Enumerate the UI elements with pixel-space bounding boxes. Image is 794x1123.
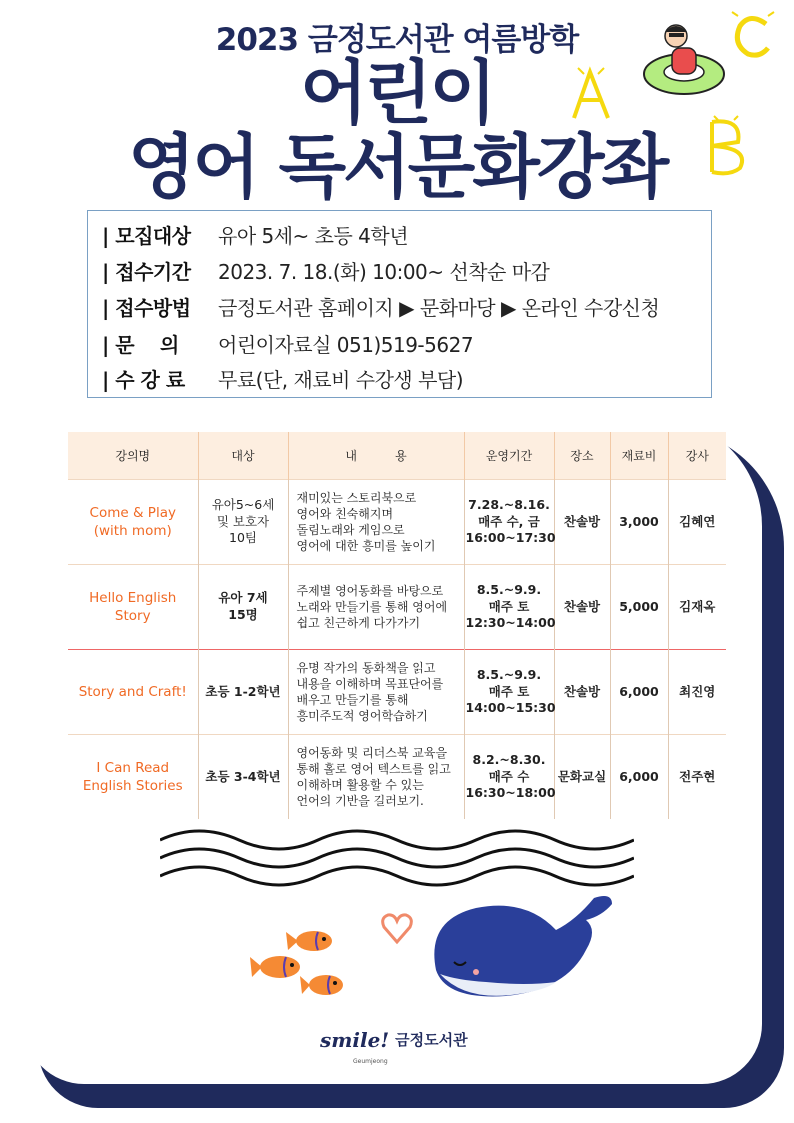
course-place: 찬솔방 <box>554 650 610 735</box>
course-name: I Can Read English Stories <box>68 735 198 820</box>
table-row <box>68 735 726 820</box>
whale-illustration <box>426 890 616 1006</box>
course-place: 찬솔방 <box>554 480 610 565</box>
info-value: 유아 5세~ 초등 4학년 <box>218 223 409 248</box>
title-line-1: 어린이 <box>300 52 494 134</box>
course-content: 재미있는 스토리북으로 영어와 친숙해지며 돌림노래와 게임으로 영어에 대한 흥미를 높이기 <box>288 480 464 565</box>
course-period: 8.5.~9.9. 매주 토 14:00~15:30 <box>464 650 554 735</box>
course-content: 영어동화 및 리더스북 교육을 통해 홀로 영어 텍스트를 읽고 이해하며 활용할 수 있는 언어의 기반을 길러보기. <box>288 735 464 820</box>
course-name: Hello English Story <box>68 565 198 650</box>
table-row <box>68 480 726 565</box>
logo-small-text: Geumjeong <box>353 1058 388 1065</box>
heart-icon <box>380 912 414 946</box>
library-name: 금정도서관 <box>395 1031 468 1049</box>
header-period: 운영기간 <box>464 432 554 480</box>
header-teacher: 강사 <box>668 432 726 480</box>
info-value: 금정도서관 홈페이지 ▶ 문화마당 ▶ 온라인 수강신청 <box>218 295 660 320</box>
course-teacher: 최진영 <box>668 650 726 735</box>
info-label: | 모집대상 <box>102 223 191 248</box>
wave-lines-icon <box>160 826 634 890</box>
fish-icon <box>300 972 346 998</box>
course-period: 7.28.~8.16. 매주 수, 금 16:00~17:30 <box>464 480 554 565</box>
info-row-target <box>102 219 408 249</box>
logo-script: smile! <box>320 1028 390 1052</box>
letter-a-icon <box>566 64 618 122</box>
course-period: 8.5.~9.9. 매주 토 12:30~14:00 <box>464 565 554 650</box>
course-target: 초등 1-2학년 <box>198 650 288 735</box>
course-fee: 3,000 <box>610 480 668 565</box>
table-row <box>68 565 726 650</box>
fish-icon <box>250 953 304 981</box>
course-name: Come & Play (with mom) <box>68 480 198 565</box>
info-box <box>87 210 712 398</box>
header-content: 내 용 <box>288 432 464 480</box>
course-content: 주제별 영어동화를 바탕으로 노래와 만들기를 통해 영어에 쉽고 친근하게 다가가기 <box>288 565 464 650</box>
info-row-contact <box>102 328 473 358</box>
info-value: 무료(단, 재료비 수강생 부담) <box>218 367 464 392</box>
info-label: | 수 강 료 <box>102 367 185 392</box>
title-line-2: 영어 독서문화강좌 <box>127 126 667 208</box>
course-fee: 6,000 <box>610 735 668 820</box>
course-target: 유아 7세 15명 <box>198 565 288 650</box>
fish-icon <box>286 928 336 954</box>
swimmer-illustration <box>636 18 732 98</box>
course-content: 유명 작가의 동화책을 읽고 내용을 이해하며 목표단어를 배우고 만들기를 통해 흥미주도적 영어학습하기 <box>288 650 464 735</box>
info-label: | 문 의 <box>102 332 179 357</box>
info-label: | 접수방법 <box>102 295 191 320</box>
header-course: 강의명 <box>68 432 198 480</box>
info-row-method <box>102 291 659 321</box>
table-header-row <box>68 432 726 480</box>
course-teacher: 전주현 <box>668 735 726 820</box>
letter-b-icon <box>704 112 754 178</box>
course-fee: 6,000 <box>610 650 668 735</box>
info-label: | 접수기간 <box>102 259 191 284</box>
course-target: 유아5~6세 및 보호자 10팀 <box>198 480 288 565</box>
info-value: 2023. 7. 18.(화) 10:00~ 선착순 마감 <box>218 259 550 284</box>
course-target: 초등 3-4학년 <box>198 735 288 820</box>
letter-c-icon <box>728 10 776 64</box>
course-teacher: 김재옥 <box>668 565 726 650</box>
header-fee: 재료비 <box>610 432 668 480</box>
header-target: 대상 <box>198 432 288 480</box>
library-logo <box>320 1028 468 1065</box>
header-place: 장소 <box>554 432 610 480</box>
course-place: 찬솔방 <box>554 565 610 650</box>
course-teacher: 김혜연 <box>668 480 726 565</box>
event-subtitle: 2023 금정도서관 여름방학 <box>215 22 579 58</box>
course-fee: 5,000 <box>610 565 668 650</box>
course-period: 8.2.~8.30. 매주 수 16:30~18:00 <box>464 735 554 820</box>
info-value: 어린이자료실 051)519-5627 <box>218 332 474 357</box>
info-row-period <box>102 255 549 285</box>
program-table <box>68 432 726 819</box>
course-name: Story and Craft! <box>68 650 198 735</box>
course-place: 문화교실 <box>554 735 610 820</box>
table-row <box>68 650 726 735</box>
info-row-fee <box>102 363 463 393</box>
